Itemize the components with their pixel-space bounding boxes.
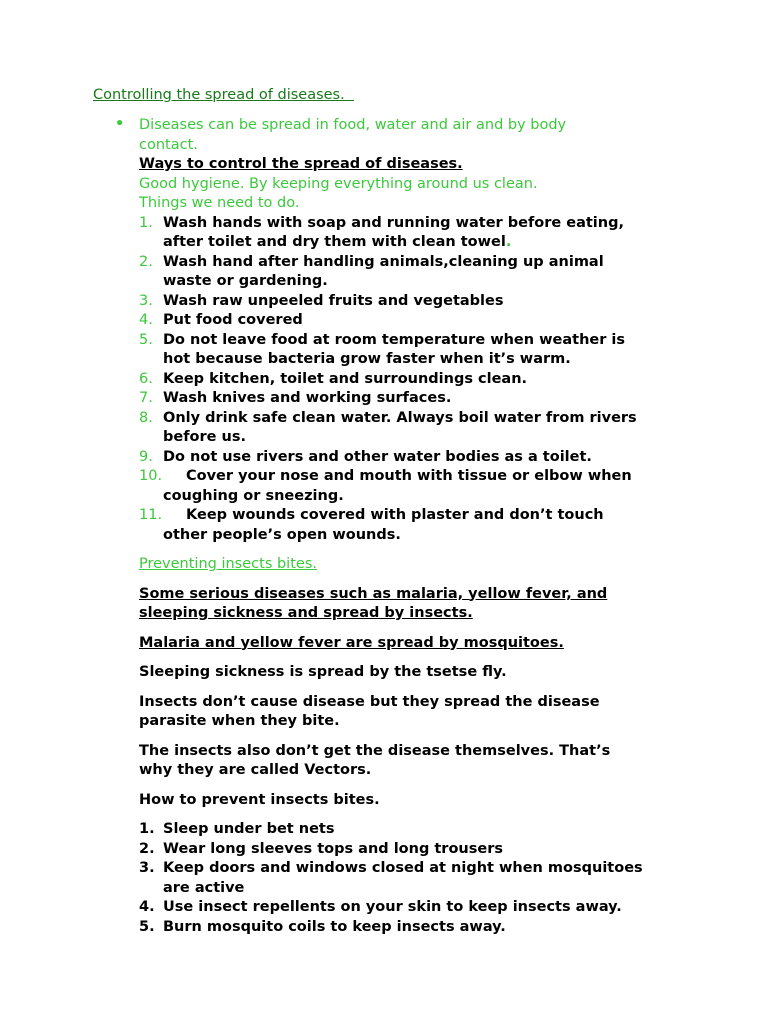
list-item [139,370,699,390]
list-text: Wash knives and working surfaces. [163,390,452,406]
list-text: after toilet and dry them with clean towel [163,234,506,250]
list-item [139,840,699,860]
list-text: Wash raw unpeeled fruits and vegetables [163,292,504,309]
paragraph-line: why they are called Vectors. [139,762,372,778]
list-text: Keep wounds covered with plaster and don’t touch [186,507,604,523]
intro-bullet-block [115,116,699,214]
list-number: 7. [139,390,153,406]
page-title: Controlling the spread of diseases. [93,87,354,103]
list-text: Sleep under bet nets [163,821,335,837]
things-text: Things we need to do. [139,195,300,211]
list-number: 2. [139,253,153,270]
list-text: Do not leave food at room temperature when weather is [163,331,626,348]
list-text: waste or gardening. [163,273,328,289]
hygiene-steps-list [139,214,699,546]
list-text: Only drink safe clean water. Always boil water from rivers [163,409,637,426]
list-item [139,214,699,253]
list-number: 2. [139,840,155,857]
paragraph-line: The insects also don’t get the disease themselves. That’s [139,742,611,759]
bullet-icon: • [115,116,125,132]
list-item [139,918,699,938]
list-item [139,331,699,370]
list-item [139,898,699,918]
list-number: 4. [139,899,155,915]
list-number: 4. [139,312,153,328]
insects-paragraph-5 [139,742,699,781]
list-text: Wash hand after handling animals,cleaning up animal [163,253,604,270]
list-item [139,292,699,312]
list-number: 10. [139,468,163,484]
paragraph-line: Insects don’t cause disease but they spread the disease [139,693,600,710]
list-item [139,448,699,468]
list-number: 5. [139,331,153,348]
list-number: 8. [139,409,153,426]
list-item [139,467,699,506]
hygiene-text: Good hygiene. By keeping everything around us clean. [139,175,538,192]
list-number: 1. [139,214,153,231]
paragraph-line: parasite when they bite. [139,713,340,729]
insects-paragraph-6: How to prevent insects bites. [139,791,380,808]
list-text: Wear long sleeves tops and long trousers [163,840,503,857]
ways-heading: Ways to control the spread of diseases. [139,156,463,172]
list-text: Put food covered [163,312,303,328]
list-number: 9. [139,448,153,465]
list-item [139,409,699,448]
intro-line-2: contact. [139,136,198,153]
intro-line-1: Diseases can be spread in food, water and air and by body [139,117,567,133]
list-number: 3. [139,292,153,309]
list-item [139,859,699,898]
insects-paragraph-4 [139,693,699,732]
list-item [139,389,699,409]
insects-paragraph-1 [139,585,699,624]
list-item [139,820,699,840]
paragraph-line: sleeping sickness and spread by insects. [139,605,473,621]
insects-paragraph-3: Sleeping sickness is spread by the tsetse fly. [139,664,507,680]
list-number: 5. [139,918,155,935]
document-body [115,116,699,937]
list-item [139,253,699,292]
prevention-steps-list [139,820,699,937]
list-number: 1. [139,821,155,837]
list-number: 6. [139,370,153,387]
list-number: 3. [139,860,155,876]
list-text: Keep kitchen, toilet and surroundings clean. [163,370,528,387]
list-text: Keep doors and windows closed at night when mosquitoes [163,860,643,876]
list-text: hot because bacteria grow faster when it’s warm. [163,351,571,367]
list-text: before us. [163,429,246,445]
insects-paragraph-2: Malaria and yellow fever are spread by mosquitoes. [139,634,564,651]
list-item [139,311,699,331]
list-text: other people’s open wounds. [163,526,401,543]
list-text: Wash hands with soap and running water before eating, [163,214,624,231]
insects-heading: Preventing insects bites. [139,556,317,572]
list-text: Burn mosquito coils to keep insects away. [163,918,506,935]
list-item [139,506,699,545]
paragraph-line: Some serious diseases such as malaria, yellow fever, and [139,585,608,602]
list-text: Use insect repellents on your skin to keep insects away. [163,899,622,915]
list-text: . [505,234,512,250]
list-text: coughing or sneezing. [163,487,344,504]
list-text: Cover your nose and mouth with tissue or elbow when [186,468,632,484]
list-number: 11. [139,507,163,523]
list-text: Do not use rivers and other water bodies as a toilet. [163,448,592,465]
list-text: are active [163,879,245,896]
